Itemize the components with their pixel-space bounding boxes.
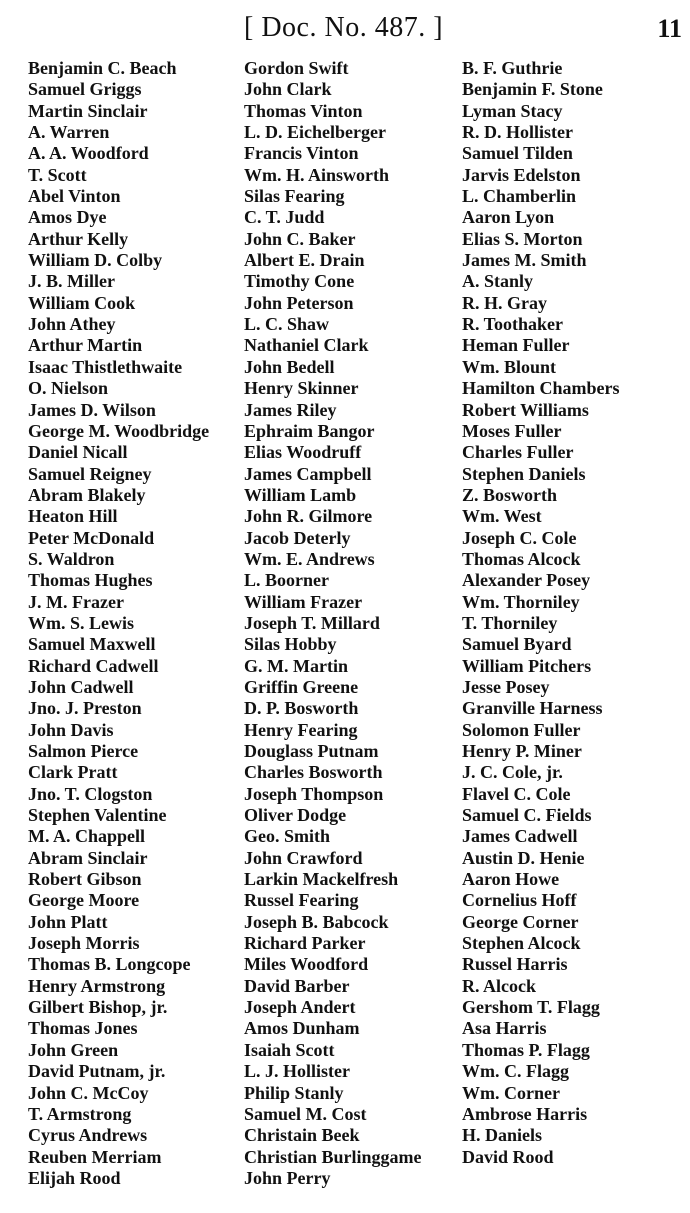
name-entry: Wm. Thorniley <box>462 591 580 612</box>
name-entry: Christian Burlinggame <box>244 1146 422 1167</box>
name-entry: Henry Armstrong <box>28 975 166 996</box>
name-entry: John C. Baker <box>244 228 356 249</box>
name-entry: Geo. Smith <box>244 826 331 847</box>
name-entry: Robert Williams <box>462 399 589 420</box>
name-entry: Stephen Daniels <box>462 463 586 484</box>
name-entry: L. C. Shaw <box>244 314 330 335</box>
name-entry: Thomas Alcock <box>462 548 581 569</box>
name-entry: Stephen Valentine <box>28 805 167 826</box>
name-entry: Richard Cadwell <box>28 655 159 676</box>
name-entry: Albert E. Drain <box>244 250 365 271</box>
name-entry: Arthur Kelly <box>28 228 129 249</box>
name-entry: John Cadwell <box>28 676 134 697</box>
name-entry: John Peterson <box>244 292 354 313</box>
page-number: 11 <box>657 14 682 43</box>
name-entry: Richard Parker <box>244 933 366 954</box>
name-entry: Samuel M. Cost <box>244 1103 367 1124</box>
name-entry: James D. Wilson <box>28 399 156 420</box>
name-entry: Cornelius Hoff <box>462 890 577 911</box>
name-entry: Russel Fearing <box>244 890 359 911</box>
name-entry: Samuel Maxwell <box>28 634 156 655</box>
name-entry: L. Chamberlin <box>462 186 577 207</box>
name-entry: Heman Fuller <box>462 335 570 356</box>
name-entry: Abram Blakely <box>28 484 146 505</box>
name-entry: A. Stanly <box>462 271 534 292</box>
name-entry: Lyman Stacy <box>462 100 563 121</box>
page-header <box>0 8 690 48</box>
name-entry: Joseph B. Babcock <box>244 911 389 932</box>
name-entry: O. Nielson <box>28 378 109 399</box>
name-entry: A. Warren <box>28 122 110 143</box>
name-entry: James Cadwell <box>462 826 578 847</box>
name-entry: Austin D. Henie <box>462 847 585 868</box>
name-entry: R. Toothaker <box>462 314 564 335</box>
name-entry: Francis Vinton <box>244 143 359 164</box>
name-entry: R. D. Hollister <box>462 122 573 143</box>
name-entry: H. Daniels <box>462 1125 543 1146</box>
name-entry: Aaron Lyon <box>462 207 555 228</box>
name-entry: Ambrose Harris <box>462 1103 588 1124</box>
name-column-1 <box>28 58 209 1189</box>
name-entry: Timothy Cone <box>244 271 355 292</box>
name-entry: A. A. Woodford <box>28 143 149 164</box>
name-entry: Gilbert Bishop, jr. <box>28 997 168 1018</box>
name-entry: Wm. E. Andrews <box>244 548 375 569</box>
name-entry: R. H. Gray <box>462 292 547 313</box>
name-entry: Alexander Posey <box>462 570 591 591</box>
name-entry: George M. Woodbridge <box>28 420 210 441</box>
name-entry: Wm. Blount <box>462 356 557 377</box>
name-entry: Philip Stanly <box>244 1082 344 1103</box>
name-entry: Solomon Fuller <box>462 719 581 740</box>
name-entry: James M. Smith <box>462 250 587 271</box>
name-entry: David Rood <box>462 1146 554 1167</box>
name-entry: Wm. H. Ainsworth <box>244 164 390 185</box>
name-entry: Ephraim Bangor <box>244 420 375 441</box>
name-entry: S. Waldron <box>28 548 115 569</box>
name-entry: Jesse Posey <box>462 676 550 697</box>
name-entry: C. T. Judd <box>244 207 325 228</box>
name-entry: Nathaniel Clark <box>244 335 369 356</box>
name-entry: Silas Hobby <box>244 634 337 655</box>
name-entry: Amos Dye <box>28 207 107 228</box>
name-entry: William D. Colby <box>28 250 163 271</box>
name-column-3 <box>462 58 620 1168</box>
name-entry: Reuben Merriam <box>28 1146 162 1167</box>
name-entry: Hamilton Chambers <box>462 378 620 399</box>
name-entry: John Crawford <box>244 847 363 868</box>
name-entry: Henry P. Miner <box>462 741 582 761</box>
name-entry: Elias S. Morton <box>462 228 583 249</box>
name-entry: Thomas B. Longcope <box>28 954 191 975</box>
name-entry: Samuel Reigney <box>28 463 152 484</box>
name-entry: Christain Beek <box>244 1125 360 1146</box>
name-entry: David Barber <box>244 975 350 996</box>
name-entry: Wm. S. Lewis <box>28 612 135 633</box>
name-entry: G. M. Martin <box>244 655 348 676</box>
name-entry: Samuel Tilden <box>462 143 573 164</box>
name-entry: Henry Fearing <box>244 719 358 740</box>
name-entry: Charles Fuller <box>462 442 574 463</box>
name-entry: Amos Dunham <box>244 1018 360 1039</box>
name-entry: J. C. Cole, jr. <box>462 762 563 783</box>
name-entry: John Perry <box>244 1167 331 1188</box>
name-entry: Z. Bosworth <box>462 484 558 505</box>
name-entry: John Bedell <box>244 356 335 377</box>
name-entry: Salmon Pierce <box>28 741 139 761</box>
name-entry: David Putnam, jr. <box>28 1061 166 1082</box>
name-entry: Abel Vinton <box>28 186 121 207</box>
name-entry: Joseph C. Cole <box>462 527 577 548</box>
name-entry: Benjamin C. Beach <box>28 58 177 78</box>
name-entry: Jarvis Edelston <box>462 164 581 185</box>
name-entry: T. Thorniley <box>462 612 558 633</box>
name-entry: Wm. C. Flagg <box>462 1061 569 1082</box>
name-entry: J. M. Frazer <box>28 591 124 612</box>
name-entry: Russel Harris <box>462 954 568 975</box>
name-entry: James Campbell <box>244 463 372 484</box>
document-title: [ Doc. No. 487. ] <box>244 12 444 43</box>
name-entry: John Athey <box>28 314 116 335</box>
name-entry: Wm. West <box>462 506 542 527</box>
name-entry: Griffin Greene <box>244 676 359 697</box>
name-entry: Joseph Thompson <box>244 783 384 804</box>
name-entry: John R. Gilmore <box>244 506 373 527</box>
name-entry: John C. McCoy <box>28 1082 149 1103</box>
name-entry: Asa Harris <box>462 1018 547 1039</box>
name-entry: Silas Fearing <box>244 186 345 207</box>
name-entry: George Corner <box>462 911 579 932</box>
name-entry: Arthur Martin <box>28 335 143 356</box>
name-entry: Oliver Dodge <box>244 805 347 826</box>
name-entry: Charles Bosworth <box>244 762 383 783</box>
name-entry: Stephen Alcock <box>462 933 581 954</box>
name-entry: Samuel C. Fields <box>462 805 592 826</box>
name-entry: M. A. Chappell <box>28 826 146 847</box>
name-entry: Isaac Thistlethwaite <box>28 356 183 377</box>
name-entry: Martin Sinclair <box>28 100 148 121</box>
name-entry: William Pitchers <box>462 655 592 676</box>
name-entry: L. Boorner <box>244 570 329 591</box>
name-entry: T. Armstrong <box>28 1103 132 1124</box>
name-entry: Benjamin F. Stone <box>462 79 603 100</box>
name-entry: James Riley <box>244 399 337 420</box>
name-entry: Douglass Putnam <box>244 741 379 761</box>
name-entry: L. D. Eichelberger <box>244 122 386 143</box>
name-entry: Joseph T. Millard <box>244 612 380 633</box>
name-entry: Moses Fuller <box>462 420 562 441</box>
name-entry: Heaton Hill <box>28 506 118 527</box>
name-entry: Wm. Corner <box>462 1082 560 1103</box>
name-entry: Jno. J. Preston <box>28 698 142 719</box>
name-entry: John Clark <box>244 79 332 100</box>
name-entry: William Cook <box>28 292 136 313</box>
name-column-2 <box>244 58 422 1189</box>
name-entry: L. J. Hollister <box>244 1061 350 1082</box>
name-entry: Abram Sinclair <box>28 847 148 868</box>
name-entry: Henry Skinner <box>244 378 359 399</box>
name-entry: Aaron Howe <box>462 869 560 890</box>
name-entry: Thomas Hughes <box>28 570 153 591</box>
name-entry: R. Alcock <box>462 975 536 996</box>
name-entry: George Moore <box>28 890 140 911</box>
name-entry: Thomas P. Flagg <box>462 1039 590 1060</box>
name-entry: John Green <box>28 1039 119 1060</box>
name-entry: Granville Harness <box>462 698 603 719</box>
name-entry: Daniel Nicall <box>28 442 128 463</box>
name-entry: J. B. Miller <box>28 271 115 292</box>
name-entry: Elias Woodruff <box>244 442 362 463</box>
name-entry: Gershom T. Flagg <box>462 997 600 1018</box>
name-entry: Thomas Vinton <box>244 100 363 121</box>
name-entry: Clark Pratt <box>28 762 118 783</box>
name-entry: B. F. Guthrie <box>462 58 563 78</box>
name-entry: Jacob Deterly <box>244 527 351 548</box>
name-entry: William Lamb <box>244 484 357 505</box>
name-entry: Gordon Swift <box>244 58 349 78</box>
name-entry: Joseph Morris <box>28 933 140 954</box>
name-entry: Isaiah Scott <box>244 1039 335 1060</box>
name-entry: Jno. T. Clogston <box>28 783 153 804</box>
name-entry: Samuel Byard <box>462 634 572 655</box>
name-entry: William Frazer <box>244 591 363 612</box>
name-entry: Samuel Griggs <box>28 79 142 100</box>
name-entry: Robert Gibson <box>28 869 142 890</box>
name-entry: Thomas Jones <box>28 1018 138 1039</box>
name-entry: John Platt <box>28 911 108 932</box>
name-entry: D. P. Bosworth <box>244 698 359 719</box>
name-entry: Miles Woodford <box>244 954 369 975</box>
name-entry: Joseph Andert <box>244 997 356 1018</box>
name-entry: Larkin Mackelfresh <box>244 869 399 890</box>
name-entry: Elijah Rood <box>28 1167 121 1188</box>
name-entry: Peter McDonald <box>28 527 155 548</box>
name-entry: Cyrus Andrews <box>28 1125 148 1146</box>
name-entry: John Davis <box>28 719 114 740</box>
name-entry: Flavel C. Cole <box>462 783 571 804</box>
name-entry: T. Scott <box>28 164 87 185</box>
